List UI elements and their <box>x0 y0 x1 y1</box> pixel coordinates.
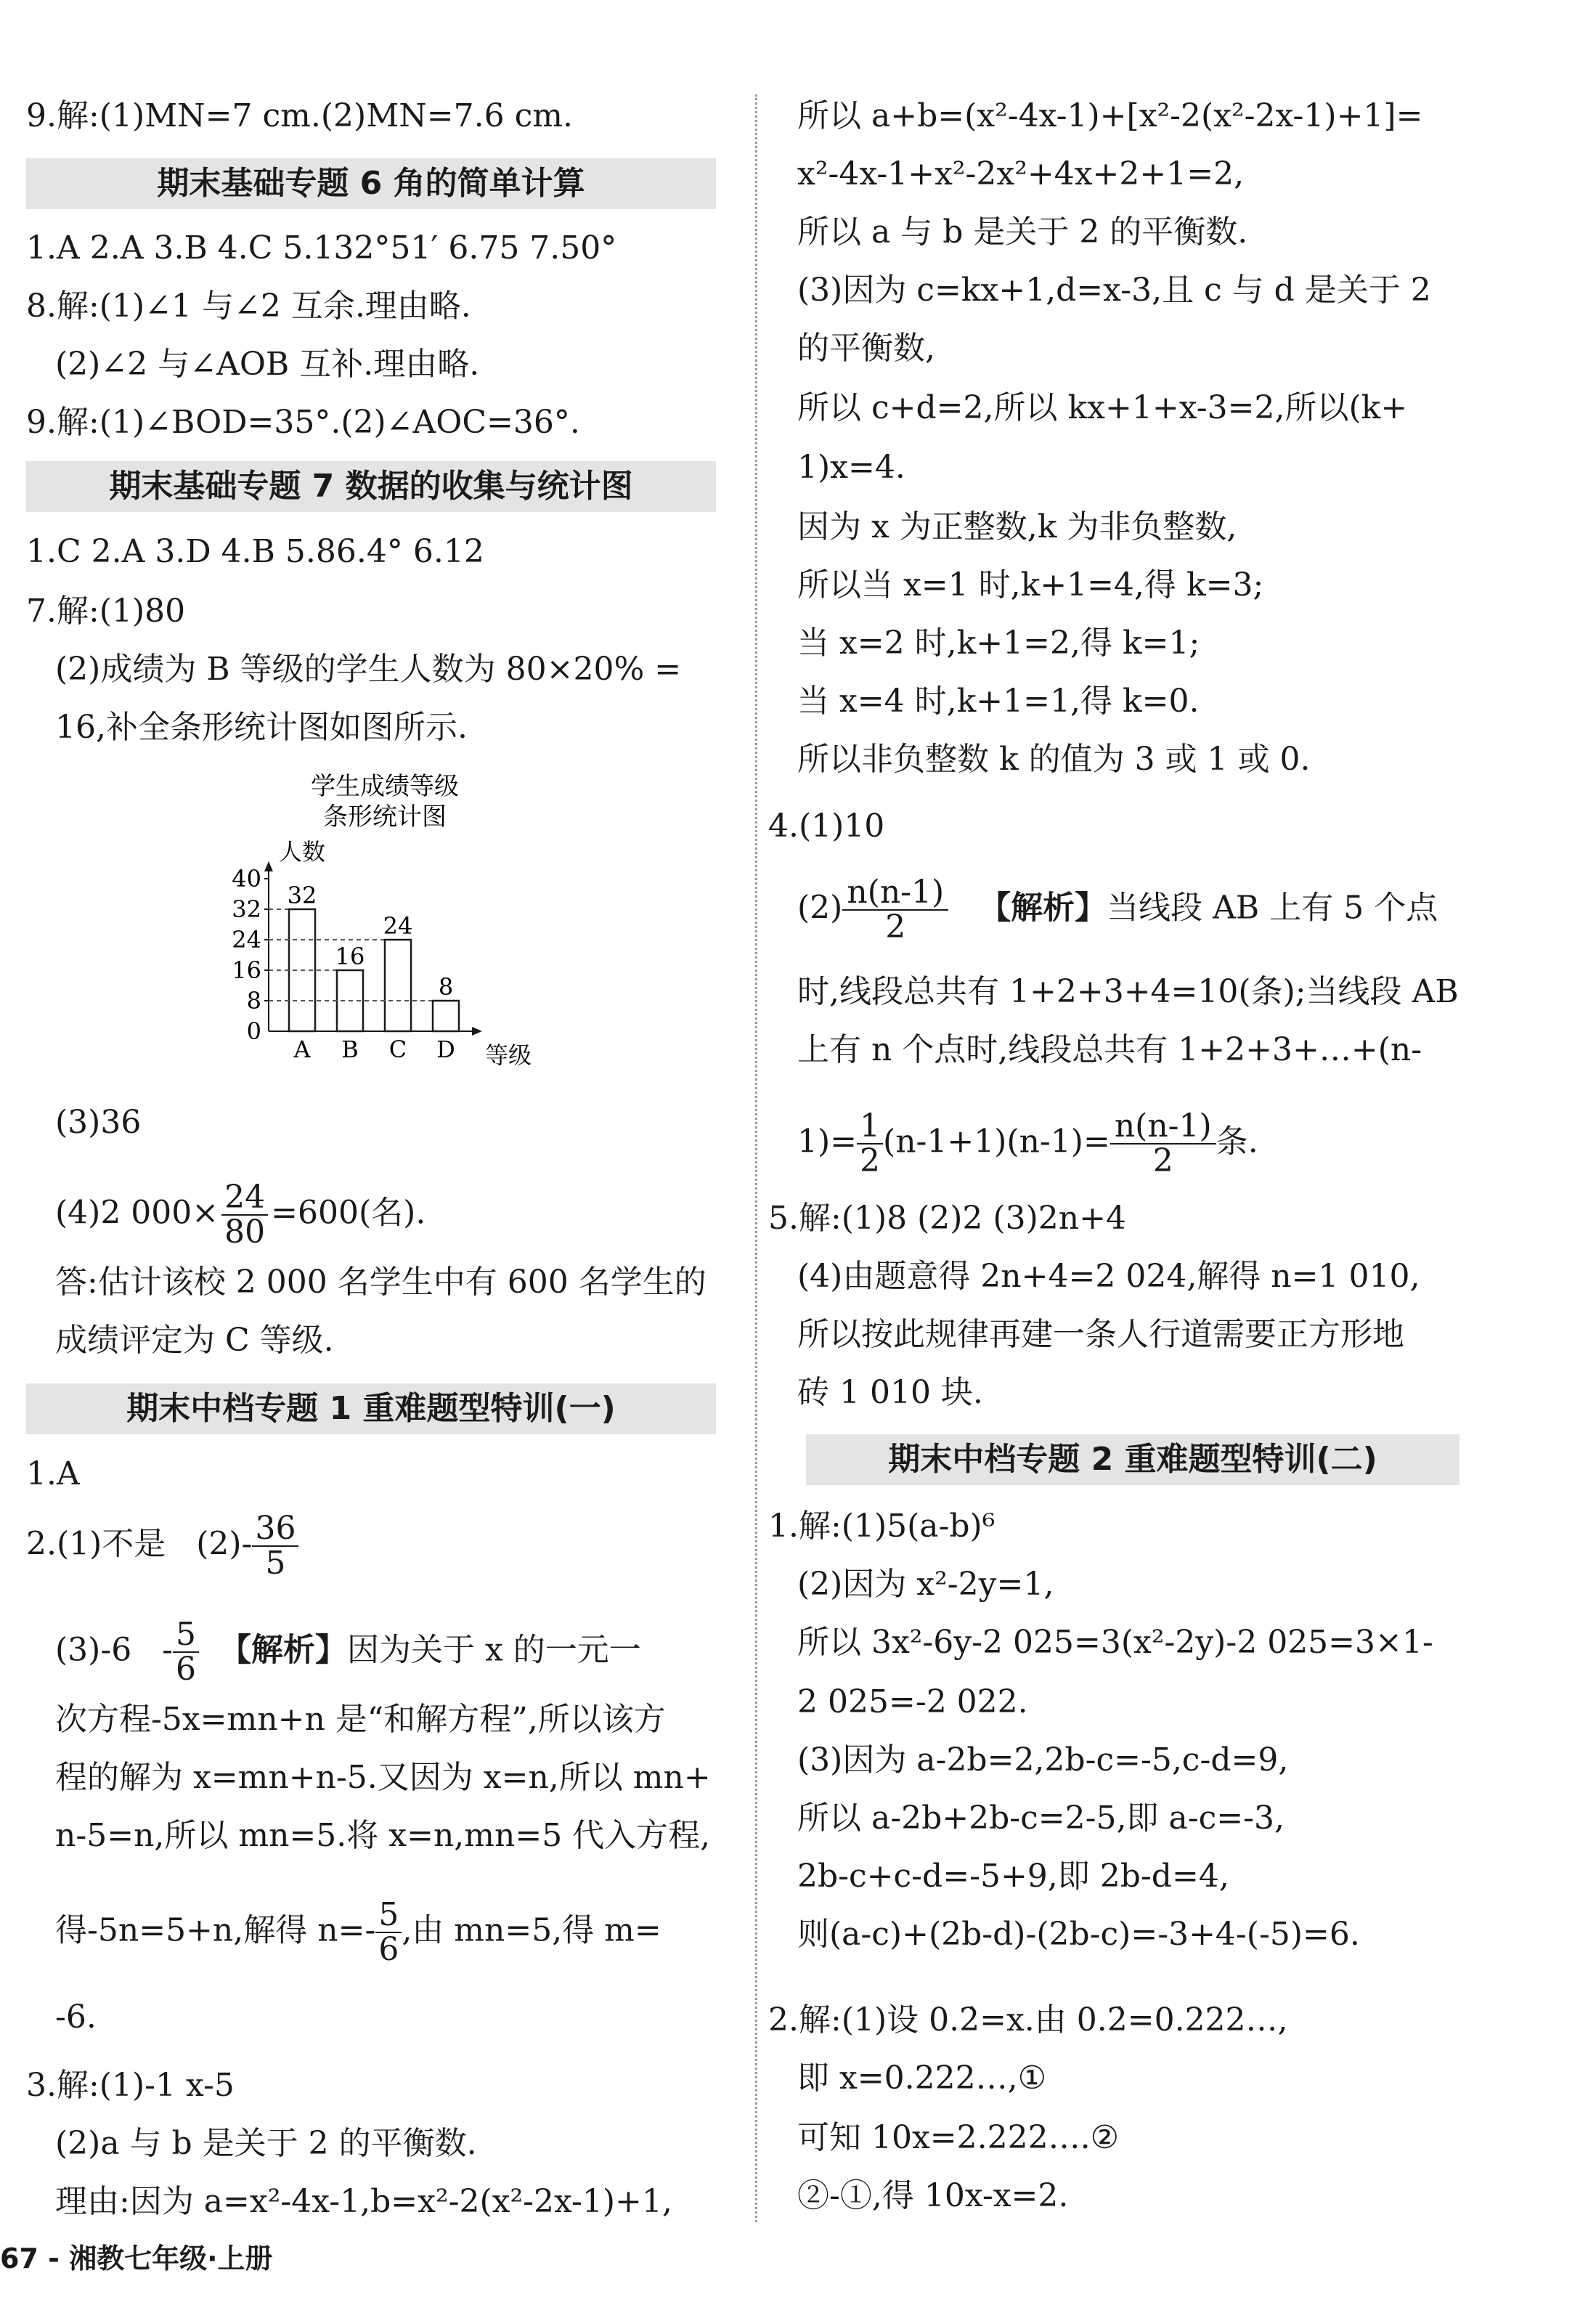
line-text-before: (3)-6 - <box>55 1631 174 1669</box>
bar-chart <box>218 770 566 1089</box>
section-header: 期末中档专题 1 重难题型特训(一) <box>26 1383 716 1434</box>
bar <box>385 940 411 1031</box>
y-tick-label: 0 <box>246 1017 261 1045</box>
chart-xlabel: 等级 <box>485 1041 532 1069</box>
x-tick-label: A <box>293 1036 311 1063</box>
line-text-before: (2) <box>797 889 843 927</box>
line: 1)x=4. <box>797 449 905 486</box>
line: 1.解:(1)5(a-b)⁶ <box>768 1508 996 1545</box>
line: 所以按此规律再建一条人行道需要正方形地 <box>797 1316 1404 1353</box>
x-axis-arrow <box>472 1027 482 1036</box>
fraction-line <box>797 1107 1258 1179</box>
line: 2.解:(1)设 0.2̇=x.由 0.2̇=0.222…, <box>768 2001 1288 2038</box>
line: (2)a 与 b 是关于 2 的平衡数. <box>55 2125 477 2162</box>
fraction-line <box>55 1181 426 1249</box>
line: (3)因为 a-2b=2,2b-c=-5,c-d=9, <box>797 1741 1289 1778</box>
line: 砖 1 010 块. <box>797 1374 983 1411</box>
chart-title-line-1: 学生成绩等级 <box>311 772 459 801</box>
line-text-after: 条. <box>1216 1123 1258 1160</box>
y-tick-label: 24 <box>232 926 261 954</box>
line: 理由:因为 a=x²-4x-1,b=x²-2(x²-2x-1)+1, <box>55 2183 672 2220</box>
bar <box>433 1001 459 1031</box>
line: 即 x=0.222…,① <box>797 2060 1047 2097</box>
fraction-line <box>26 1512 298 1580</box>
y-tick-label: 40 <box>232 865 261 893</box>
line: 当 x=2 时,k+1=2,得 k=1; <box>797 625 1200 662</box>
line: 答:估计该校 2 000 名学生中有 600 名学生的 <box>55 1264 707 1301</box>
fraction: $\frac{n(n-1)}{2}$ <box>1110 1110 1216 1178</box>
line: 可知 10x=2.222….② <box>797 2119 1120 2156</box>
line: 的平衡数, <box>797 330 935 367</box>
line: 程的解为 x=mn+n-5.又因为 x=n,所以 mn+ <box>55 1759 711 1796</box>
line: (2)成绩为 B 等级的学生人数为 80×20% = <box>55 651 682 688</box>
line: 所以 a+b=(x²-4x-1)+[x²-2(x²-2x-1)+1]= <box>797 97 1423 134</box>
line: (2)因为 x²-2y=1, <box>797 1566 1054 1603</box>
line: 16,补全条形统计图如图所示. <box>55 709 468 746</box>
bar-value-label: 8 <box>438 973 454 1001</box>
section-header: 期末基础专题 7 数据的收集与统计图 <box>26 461 716 512</box>
line-text-before: 得-5n=5+n,解得 n=- <box>55 1911 376 1949</box>
line: 当 x=4 时,k+1=1,得 k=0. <box>797 683 1200 720</box>
line: 1.C 2.A 3.D 4.B 5.86.4° 6.12 <box>26 533 484 570</box>
section-header: 期末中档专题 2 重难题型特训(二) <box>806 1434 1459 1485</box>
x-tick-label: C <box>388 1036 407 1063</box>
line: 9.解:(1)∠BOD=35°.(2)∠AOC=36°. <box>26 404 580 441</box>
line: 所以 3x²-6y-2 025=3(x²-2y)-2 025=3×1- <box>797 1624 1433 1661</box>
fraction: $\frac{5}{6}$ <box>173 1618 199 1686</box>
line: 4.(1)10 <box>768 808 885 845</box>
line: 所以 a 与 b 是关于 2 的平衡数. <box>797 214 1248 251</box>
line-text-after: ,由 mn=5,得 m= <box>402 1911 661 1949</box>
fraction: $\frac{n(n-1)}{2}$ <box>842 876 948 944</box>
bar-value-label: 24 <box>383 912 413 940</box>
fraction: $\frac{5}{6}$ <box>375 1898 402 1967</box>
line: 时,线段总共有 1+2+3+4=10(条);当线段 AB <box>797 973 1459 1010</box>
line: 所以 c+d=2,所以 kx+1+x-3=2,所以(k+ <box>797 389 1408 426</box>
section-header: 期末基础专题 6 角的简单计算 <box>26 158 716 209</box>
line: 因为 x 为正整数,k 为非负整数, <box>797 508 1237 545</box>
line-text-before: 2.(1)不是 (2)- <box>26 1525 253 1563</box>
fraction-line <box>55 1618 641 1686</box>
line: 1.A <box>26 1455 80 1492</box>
line: 所以当 x=1 时,k+1=4,得 k=3; <box>797 566 1264 603</box>
line: 所以 a-2b+2b-c=2-5,即 a-c=-3, <box>797 1800 1284 1837</box>
chart-ylabel: 人数 <box>279 838 326 866</box>
line: 5.解:(1)8 (2)2 (3)2n+4 <box>768 1200 1126 1237</box>
chart-title-line-2: 条形统计图 <box>323 802 447 832</box>
line: n-5=n,所以 mn=5.将 x=n,mn=5 代入方程, <box>55 1817 711 1854</box>
line: 1.A 2.A 3.B 4.C 5.132°51′ 6.75 7.50° <box>26 229 617 267</box>
y-axis-arrow <box>264 861 273 871</box>
line: 2 025=-2 022. <box>797 1683 1028 1720</box>
line-text-after: =600(名). <box>271 1194 426 1232</box>
line-text-mid: (n-1+1)(n-1)= <box>883 1123 1110 1160</box>
fraction-line <box>55 1898 661 1967</box>
bar-value-label: 16 <box>335 943 365 970</box>
line-text-before: (4)2 000× <box>55 1194 219 1232</box>
y-tick-label: 8 <box>246 987 261 1015</box>
line: 7.解:(1)80 <box>26 593 186 630</box>
line: 次方程-5x=mn+n 是“和解方程”,所以该方 <box>55 1701 666 1738</box>
line: 则(a-c)+(2b-d)-(2b-c)=-3+4-(-5)=6. <box>797 1916 1360 1953</box>
line: (3)因为 c=kx+1,d=x-3,且 c 与 d 是关于 2 <box>797 272 1431 309</box>
line: 9.解:(1)MN=7 cm.(2)MN=7.6 cm. <box>26 97 573 134</box>
line-text-after: 【解析】当线段 AB 上有 5 个点 <box>979 889 1438 927</box>
line-text-after: 【解析】因为关于 x 的一元一 <box>219 1631 641 1669</box>
fraction-line <box>797 876 1438 944</box>
bar-value-label: 32 <box>287 882 317 909</box>
page-footer: 67 - 湘教七年级·上册 <box>0 2243 273 2274</box>
fraction: $\frac{24}{80}$ <box>221 1181 268 1249</box>
x-tick-label: D <box>436 1036 455 1063</box>
line: (4)由题意得 2n+4=2 024,解得 n=1 010, <box>797 1258 1420 1295</box>
line: x²-4x-1+x²-2x²+4x+2+1=2, <box>797 155 1245 192</box>
line: -6. <box>55 1999 97 2036</box>
fraction: $\frac{1}{2}$ <box>857 1110 883 1178</box>
line-text-before: 1)= <box>797 1123 858 1160</box>
line: 8.解:(1)∠1 与∠2 互余.理由略. <box>26 288 471 325</box>
line: 成绩评定为 C 等级. <box>55 1322 334 1359</box>
line: (2)∠2 与∠AOB 互补.理由略. <box>55 346 480 383</box>
x-tick-label: B <box>341 1036 359 1063</box>
column-divider <box>755 94 757 2222</box>
line: 2b-c+c-d=-5+9,即 2b-d=4, <box>797 1858 1229 1895</box>
line: 上有 n 个点时,线段总共有 1+2+3+…+(n- <box>797 1031 1422 1068</box>
line: 3.解:(1)-1 x-5 <box>26 2067 235 2104</box>
line: ②-①,得 10x-x=2. <box>797 2177 1069 2214</box>
line: 所以非负整数 k 的值为 3 或 1 或 0. <box>797 741 1311 778</box>
y-tick-label: 32 <box>232 895 261 923</box>
y-tick-label: 16 <box>232 956 261 984</box>
fraction: $\frac{36}{5}$ <box>252 1512 298 1580</box>
line: (3)36 <box>55 1104 142 1141</box>
